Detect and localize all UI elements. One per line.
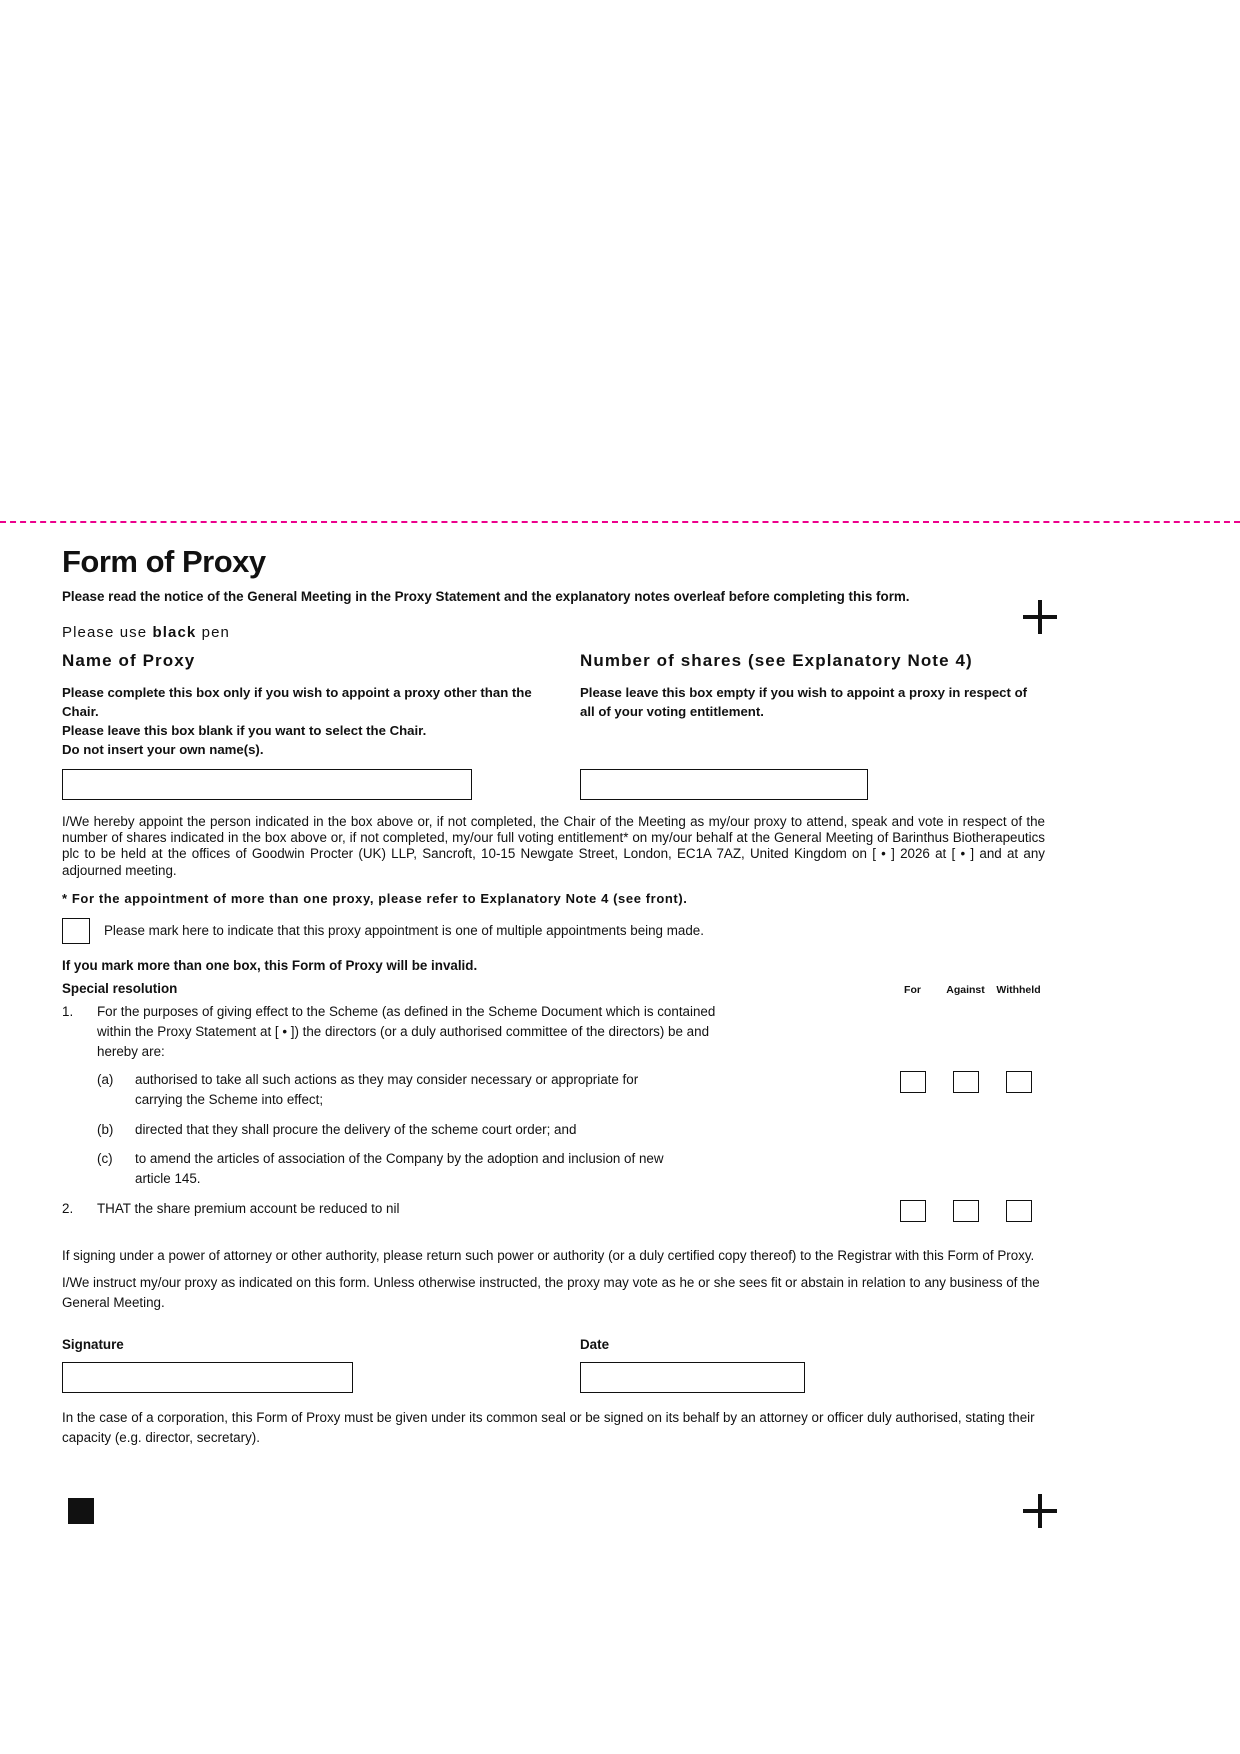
resolution-1a-label: (a) [97, 1072, 114, 1088]
resolution-2-for-checkbox[interactable] [900, 1200, 926, 1222]
multiple-appointments-label: Please mark here to indicate that this proxy appointment is one of multiple appointments being made. [104, 923, 704, 939]
resolution-2-text: THAT the share premium account be reduced to nil [97, 1200, 400, 1216]
multiple-appointments-checkbox[interactable] [62, 918, 90, 944]
multiple-proxy-note: * For the appointment of more than one proxy, please refer to Explanatory Note 4 (see front). [62, 890, 688, 906]
signature-input[interactable] [62, 1362, 353, 1393]
resolution-1b-label: (b) [97, 1122, 114, 1138]
registration-square-icon [68, 1498, 94, 1524]
resolution-1-withheld-checkbox[interactable] [1006, 1071, 1032, 1093]
number-of-shares-instruction-line: all of your voting entitlement. [580, 704, 764, 720]
resolution-1c-row [62, 1149, 1045, 1189]
pen-note [62, 624, 1045, 641]
appointment-paragraph: I/We hereby appoint the person indicated in the box above or, if not completed, the Chair of the Meeting as my/our proxy to attend, speak and vote in respect of the number of shares indicated in the box above or, if not completed, my/our full voting entitlement* on my/our behalf at the General Meeting of Barinthus Biotherapeutics plc to be held at the offices of Goodwin Procter (UK) LLP, Sancroft, 10-15 Newgate Street, London, EC1A 7AZ, United Kingdom on [ • ] 2026 at [ • ] and at any adjourned meeting. [62, 813, 1045, 878]
vote-column-headers [886, 984, 1045, 996]
page-title: Form of Proxy [62, 544, 266, 579]
proxy-instruction-note: I/We instruct my/our proxy as indicated on this form. Unless otherwise instructed, the proxy may vote as he or she sees fit or abstain in relation to any business of the General Meeting. [62, 1274, 1040, 1311]
name-of-proxy-instruction-line: Do not insert your own name(s). [62, 742, 264, 758]
pen-note-suffix: pen [201, 624, 230, 641]
resolution-header-row [62, 981, 1045, 996]
resolution-2-withheld-checkbox[interactable] [1006, 1200, 1032, 1222]
number-of-shares-heading: Number of shares (see Explanatory Note 4) [580, 651, 973, 670]
vote-column-for-label: For [904, 983, 921, 996]
special-resolution-heading: Special resolution [62, 980, 178, 996]
resolution-1a-row [62, 1070, 1045, 1110]
number-of-shares-instruction-line: Please leave this box empty if you wish to appoint a proxy in respect of [580, 685, 1028, 700]
special-resolution-section [62, 981, 1045, 1222]
name-of-proxy-column [62, 651, 537, 760]
form-content [62, 544, 1045, 1448]
resolution-1b-text: directed that they shall procure the delivery of the scheme court order; and [135, 1122, 577, 1138]
crop-mark-plus-bottom-icon [1023, 1494, 1057, 1528]
resolution-1-number: 1. [62, 1003, 74, 1019]
perforation-line [0, 521, 1240, 523]
signature-label: Signature [62, 1337, 124, 1353]
signature-date-labels-row [62, 1337, 1045, 1352]
date-label: Date [580, 1337, 610, 1353]
resolution-1-row [62, 1002, 1045, 1062]
multiple-appointments-row [62, 918, 1045, 944]
resolution-1-vote-boxes [886, 1071, 1045, 1093]
vote-column-withheld-label: Withheld [996, 983, 1041, 996]
name-of-proxy-instruction-line: Please leave this box blank if you want to select the Chair. [62, 723, 427, 739]
invalid-if-multiple-note: If you mark more than one box, this Form of Proxy will be invalid. [62, 957, 478, 973]
name-of-proxy-heading: Name of Proxy [62, 651, 196, 670]
number-of-shares-input[interactable] [580, 769, 868, 800]
resolution-1-for-checkbox[interactable] [900, 1071, 926, 1093]
resolution-2-number: 2. [62, 1200, 74, 1216]
resolution-2-row [62, 1199, 1045, 1222]
resolution-1a-text: authorised to take all such actions as they may consider necessary or appropriate for carrying the Scheme into effect; [135, 1072, 639, 1108]
corporation-note: In the case of a corporation, this Form of Proxy must be given under its common seal or be signed on its behalf by an attorney or officer duly authorised, stating their capacity (e.g. director, secretary). [62, 1410, 1035, 1446]
signature-date-fields-row [62, 1362, 1045, 1393]
form-intro-note: Please read the notice of the General Meeting in the Proxy Statement and the explanatory notes overleaf before completing this form. [62, 589, 910, 604]
proxy-name-input[interactable] [62, 769, 472, 800]
proxy-and-shares-fields [62, 769, 1045, 800]
pen-note-prefix: Please use [62, 624, 148, 641]
resolution-1-text: For the purposes of giving effect to the Scheme (as defined in the Scheme Document which is contained within the Proxy Statement at [ • ]) the directors (or a duly authorised committee of the directors) be and hereby are: [97, 1003, 716, 1060]
vote-column-against-label: Against [946, 983, 985, 996]
power-of-attorney-note: If signing under a power of attorney or other authority, please return such power or authority (or a duly certified copy thereof) to the Registrar with this Form of Proxy. [62, 1247, 1035, 1263]
proxy-and-shares-headings [62, 651, 1045, 760]
resolution-1c-label: (c) [97, 1150, 113, 1166]
resolution-1b-row [62, 1120, 1045, 1140]
resolution-2-against-checkbox[interactable] [953, 1200, 979, 1222]
resolution-1-against-checkbox[interactable] [953, 1071, 979, 1093]
resolution-1c-text: to amend the articles of association of the Company by the adoption and inclusion of new article 145. [135, 1150, 664, 1186]
date-input[interactable] [580, 1362, 805, 1393]
number-of-shares-column [580, 651, 1045, 760]
pen-note-bold-word: black [152, 624, 197, 641]
name-of-proxy-instruction-line: Please complete this box only if you wish to appoint a proxy other than the Chair. [62, 685, 532, 720]
resolution-2-vote-boxes [886, 1200, 1045, 1222]
